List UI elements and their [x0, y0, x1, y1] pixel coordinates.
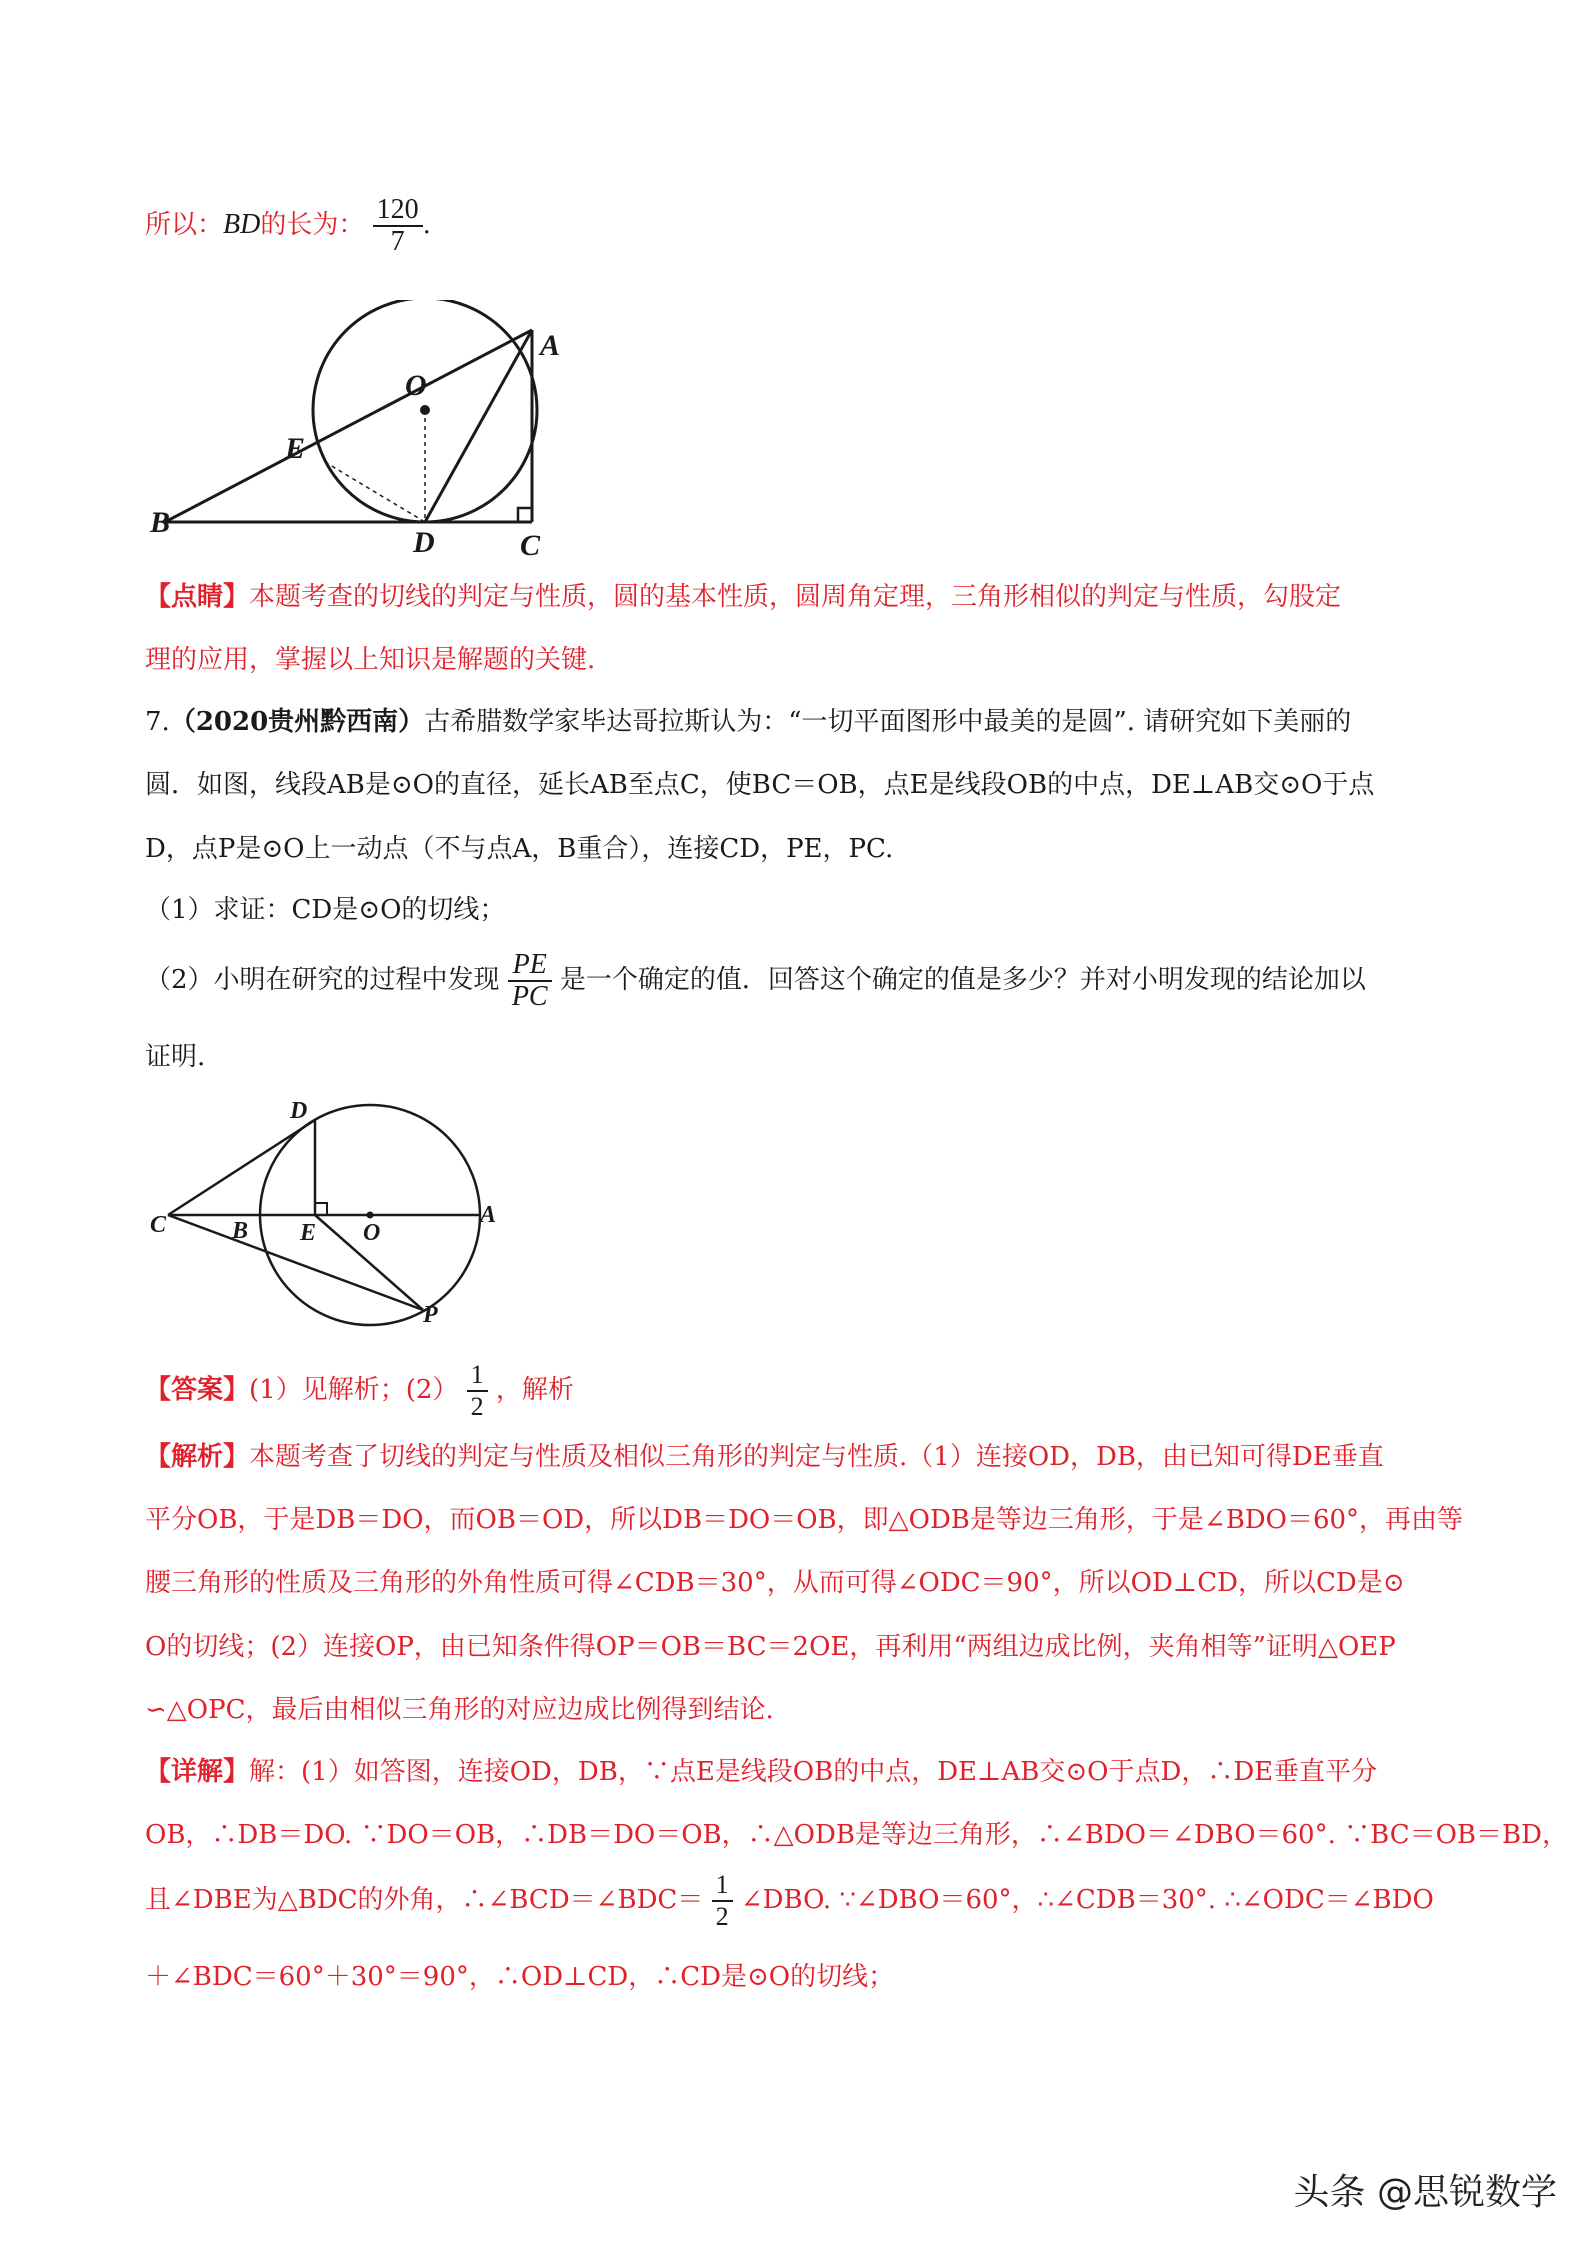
fig1-label-D: D [413, 526, 435, 559]
fig1-label-C: C [520, 529, 541, 562]
analysis-text-3: 腰三角形的性质及三角形的外角性质可得∠CDB＝30°，从而可得∠ODC＝90°，所以OD⊥CD，所以CD是⊙ [145, 1568, 1405, 1598]
fig1-center-dot [420, 405, 430, 415]
fig1-label-O: O [405, 369, 427, 402]
answer-denominator: 2 [470, 1392, 484, 1421]
fig2-label-B: B [232, 1218, 249, 1244]
analysis-line-1 [145, 1440, 1384, 1474]
question-2-text-2: 证明. [145, 1042, 206, 1072]
analysis-line-2 [145, 1503, 1463, 1537]
analysis-text-5: ∽△OPC，最后由相似三角形的对应边成比例得到结论. [145, 1695, 774, 1725]
problem-line-1 [145, 705, 1351, 739]
question-2-fraction [508, 950, 552, 1012]
problem-text-1: 古希腊数学家毕达哥拉斯认为：“一切平面图形中最美的是圆”. 请研究如下美丽的 [424, 707, 1352, 737]
comment-text-2: 理的应用，掌握以上知识是解题的关键. [145, 645, 596, 675]
detail-text-1: 解：(1）如答图，连接OD，DB，∵点E是线段OB的中点，DE⊥AB交⊙O于点D，∴DE垂直平分 [249, 1757, 1378, 1787]
fig1-label-B: B [150, 506, 171, 539]
result-fraction [373, 195, 423, 257]
fig2-right-angle-mark [315, 1203, 327, 1215]
detail-numerator: 1 [712, 1870, 733, 1902]
fig2-center-dot [367, 1212, 374, 1219]
question-1 [145, 893, 505, 927]
question-2-post: 是一个确定的值．回答这个确定的值是多少？并对小明发现的结论加以 [559, 965, 1366, 995]
problem-text-3: D，点P是⊙O上一动点（不与点A，B重合），连接CD，PE，PC. [145, 834, 894, 864]
question-2-line-2 [145, 1040, 205, 1074]
comment-tag: 【点睛】 [145, 582, 250, 612]
question-2-pre: （2）小明在研究的过程中发现 [145, 965, 500, 995]
analysis-text-4: O的切线；(2）连接OP，由已知条件得OP＝OB＝BC＝2OE，再利用“两组边成比例，夹角相等”证明△OEP [145, 1632, 1396, 1662]
fig1-label-E: E [285, 432, 306, 465]
detail-denominator: 2 [715, 1902, 729, 1931]
fig2-label-D: D [290, 1098, 308, 1124]
fig1-right-angle-mark [518, 508, 532, 522]
comment-line-2 [145, 643, 595, 677]
answer-numerator: 1 [467, 1360, 488, 1392]
figure-2 [140, 1090, 520, 1340]
answer-fraction [467, 1360, 488, 1422]
fig2-label-E: E [300, 1220, 317, 1246]
problem-text-2: 圆．如图，线段AB是⊙O的直径，延长AB至点C，使BC＝OB，点E是线段OB的中点，DE⊥AB交⊙O于点 [145, 770, 1375, 800]
result-numerator: 120 [373, 195, 423, 227]
detail-text-3-pre: 且∠DBE为△BDC的外角，∴∠BCD＝∠BDC＝ [145, 1885, 704, 1915]
answer-post: ，解析 [495, 1375, 574, 1405]
fig2-label-A: A [480, 1202, 497, 1228]
fig2-line-CD [168, 1120, 315, 1215]
result-prefix: 所以： [145, 210, 224, 240]
detail-text-2: OB，∴DB＝DO. ∵DO＝OB，∴DB＝DO＝OB，∴△ODB是等边三角形，∴∠BDO＝∠DBO＝60°. ∵BC＝OB＝BD， [145, 1820, 1568, 1850]
answer-pre: (1）见解析；(2） [249, 1375, 459, 1405]
detail-line-1 [145, 1755, 1377, 1789]
problem-number: 7. [145, 707, 170, 737]
analysis-line-4 [145, 1630, 1396, 1664]
question-2 [145, 950, 1366, 1012]
fig1-dashed-ED [325, 462, 425, 522]
fig2-label-O: O [363, 1220, 381, 1246]
analysis-line-5 [145, 1693, 774, 1727]
detail-tag: 【详解】 [145, 1757, 250, 1787]
result-var: BD [223, 209, 261, 240]
fig2-label-C: C [150, 1212, 167, 1238]
fig2-label-P: P [423, 1302, 438, 1328]
figure-1 [140, 300, 580, 570]
detail-line-3 [145, 1870, 1434, 1932]
answer-line [145, 1360, 574, 1422]
comment-text-1: 本题考查的切线的判定与性质，圆的基本性质，圆周角定理，三角形相似的判定与性质，勾股定 [249, 582, 1342, 612]
detail-fraction [712, 1870, 733, 1932]
problem-line-2 [145, 768, 1374, 802]
result-denominator: 7 [390, 226, 405, 257]
question-1-text: （1）求证：CD是⊙O的切线； [145, 895, 506, 925]
answer-tag: 【答案】 [145, 1375, 250, 1405]
analysis-text-1: 本题考查了切线的判定与性质及相似三角形的判定与性质.（1）连接OD，DB，由已知可得DE垂直 [249, 1442, 1384, 1472]
analysis-text-2: 平分OB，于是DB＝DO，而OB＝OD，所以DB＝DO＝OB，即△ODB是等边三角形，于是∠BDO＝60°，再由等 [145, 1505, 1464, 1535]
analysis-tag: 【解析】 [145, 1442, 250, 1472]
watermark: 头条 @思锐数学 [1293, 2172, 1557, 2213]
result-line [145, 195, 431, 257]
detail-text-4: ＋∠BDC＝60°＋30°＝90°，∴OD⊥CD，∴CD是⊙O的切线； [145, 1962, 895, 1992]
comment-line-1 [145, 580, 1341, 614]
problem-line-3 [145, 832, 893, 866]
fig1-label-A: A [540, 329, 561, 362]
question-2-denominator: PC [511, 981, 548, 1012]
detail-text-3-post: ∠DBO. ∵∠DBO＝60°，∴∠CDB＝30°. ∴∠ODC＝∠BDO [740, 1885, 1434, 1915]
result-mid: 的长为： [260, 210, 365, 240]
analysis-line-3 [145, 1566, 1405, 1600]
detail-line-4 [145, 1960, 894, 1994]
result-suffix: . [422, 210, 431, 240]
problem-source: （2020贵州黔西南） [169, 707, 425, 737]
question-2-numerator: PE [508, 950, 552, 982]
detail-line-2 [145, 1818, 1568, 1852]
